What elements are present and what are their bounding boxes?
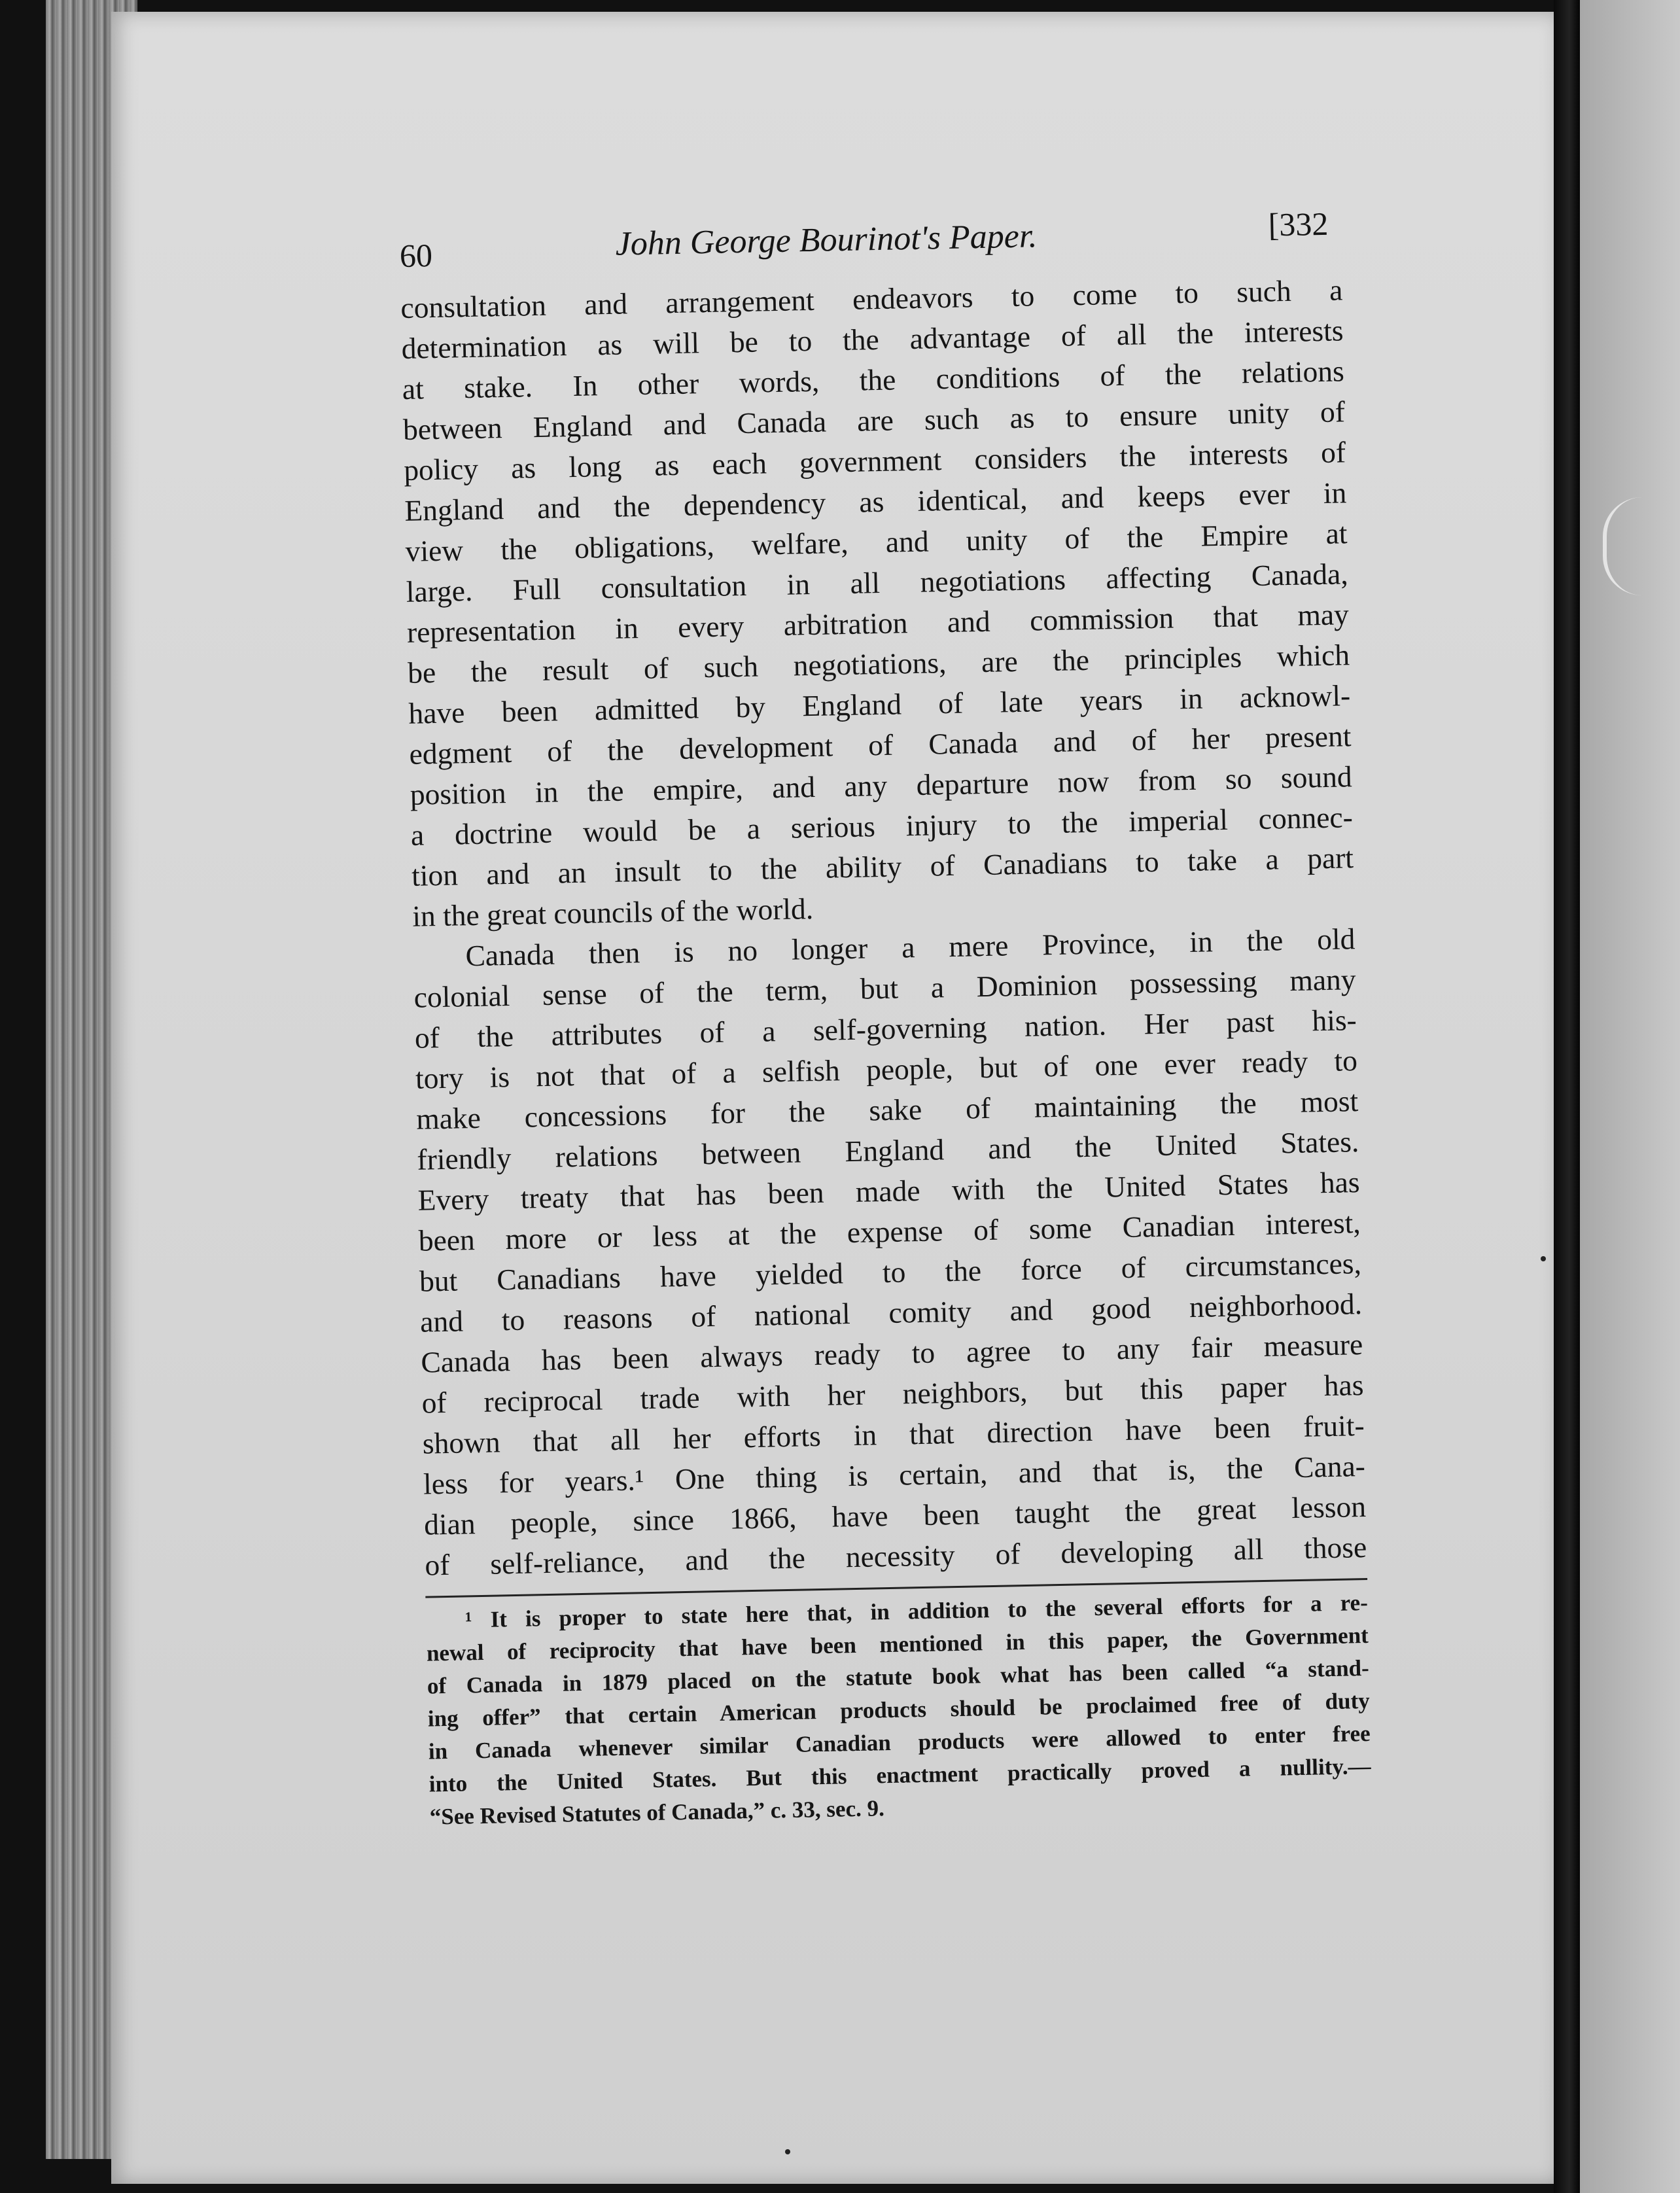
text-line: consultation and arrangement endeavors to come to such a [400,273,1343,325]
footnote-line: in Canada whenever similar Canadian products were allowed to enter free [428,1720,1371,1764]
footnote [426,1587,1372,1834]
text-line: edgment of the development of Canada and of her present [409,719,1352,771]
text-line: policy as long as each government considers the interests of [403,435,1346,487]
text-line: Canada then is no longer a mere Province, in the old [465,922,1356,973]
book-gutter [1554,0,1580,2193]
footnote-line: into the United States. But this enactment practically proved a nullity.— [429,1753,1371,1797]
text-line: colonial sense of the term, but a Dominion possessing many [413,962,1356,1014]
facing-page-edge [1580,0,1680,2193]
text-line: be the result of such negotiations, are the principles which [407,638,1350,690]
text-line: make concessions for the sake of maintaining the most [415,1084,1359,1136]
text-line: position in the empire, and any departure now from so sound [410,760,1353,811]
text-line: been more or less at the expense of some Canadian interest, [418,1206,1361,1257]
footnote-line: “See Revised Statutes of Canada,” c. 33, sec. 9. [429,1795,885,1830]
text-line: of the attributes of a self-governing nation. Her past his- [414,1003,1357,1055]
running-title: John George Bourinot's Paper. [615,217,1038,263]
text-line: in the great councils of the world. [411,892,814,933]
text-line: but Canadians have yielded to the force of circumstances, [419,1246,1362,1298]
text-line: shown that all her efforts in that direction have been fruit- [422,1409,1365,1460]
text-line: of reciprocal trade with her neighbors, but this paper has [421,1368,1364,1420]
text-line: at stake. In other words, the conditions of the relations [402,354,1345,406]
text-line: and to reasons of national comity and good neighborhood. [419,1287,1363,1339]
text-line: tory is not that of a selfish people, but of one ever ready to [415,1044,1358,1095]
page-text [399,204,1372,1833]
text-line: determination as will be to the advantage of all the interests [401,313,1344,365]
body-text [400,270,1367,1585]
footnote-line: ing offer” that certain American products should be proclaimed free of duty [427,1687,1371,1732]
page-reference: [332 [1268,205,1329,243]
text-line: Every treaty that has been made with the United States has [417,1165,1360,1217]
text-line: have been admitted by England of late years in acknowl- [408,678,1351,730]
speck [785,2149,790,2154]
text-line: of self-reliance, and the necessity of developing all those [424,1530,1367,1582]
text-line: representation in every arbitration and commission that may [406,597,1350,649]
text-line: view the obligations, welfare, and unity of the Empire at [405,516,1348,568]
text-line: a doctrine would be a serious injury to the imperial connec- [410,800,1354,852]
footnote-line: of Canada in 1879 placed on the statute book what has been called “a stand- [427,1655,1370,1699]
footnote-line: ¹ It is proper to state here that, in addition to the several efforts for a re- [464,1589,1369,1633]
text-line: dian people, since 1866, have been taught the great lesson [423,1489,1367,1541]
text-line: Canada has been always ready to agree to any fair measure [420,1327,1363,1379]
page-number: 60 [399,237,433,274]
footnote-line: newal of reciprocity that have been mentioned in this paper, the Government [426,1622,1369,1666]
text-line: friendly relations between England and the United States. [417,1125,1359,1176]
text-line: tion and an insult to the ability of Canadians to take a part [411,841,1354,892]
text-line: large. Full consultation in all negotiations affecting Canada, [406,557,1349,608]
text-line: less for years.¹ One thing is certain, and that is, the Cana- [423,1449,1366,1501]
text-line: between England and Canada are such as to ensure unity of [402,395,1346,446]
speck [1541,1256,1546,1261]
text-line: England and the dependency as identical, and keeps ever in [404,476,1347,527]
